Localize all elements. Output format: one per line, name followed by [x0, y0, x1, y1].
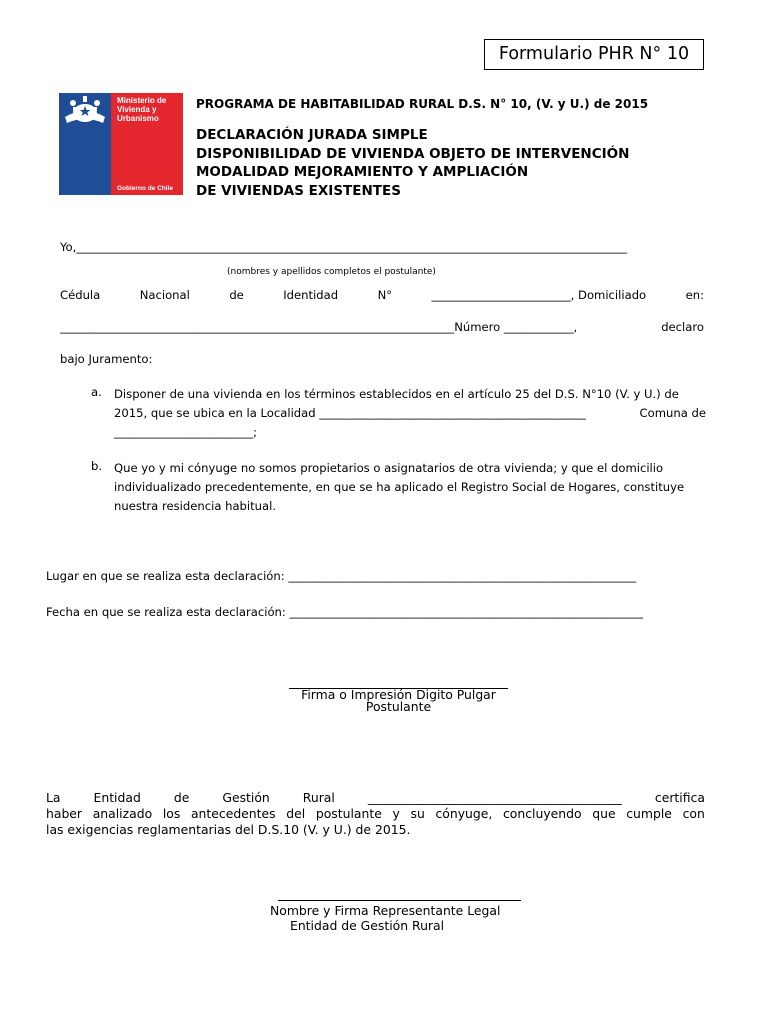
representante-line-2: Entidad de Gestión Rural: [290, 918, 445, 933]
representante-line-1: Nombre y Firma Representante Legal: [270, 903, 501, 918]
title-line-1: DECLARACIÓN JURADA SIMPLE: [196, 127, 428, 143]
logo-line-1: Ministerio de: [117, 96, 167, 105]
cedula-word: Cédula: [60, 288, 101, 302]
firma-line-1: Firma o Impresión Digito Pulgar: [301, 687, 496, 702]
entidad-word: con: [682, 806, 705, 821]
entidad-word: su: [410, 806, 425, 821]
cedula-word: Identidad: [283, 288, 339, 302]
entidad-word: antecedentes: [190, 806, 276, 821]
entidad-word: Gestión: [222, 790, 270, 805]
entidad-word: que: [592, 806, 616, 821]
fecha-field[interactable]: Fecha en que se realiza esta declaración: _____________________________________________________________: [46, 605, 644, 619]
cedula-field[interactable]: ________________________, Domiciliado: [431, 288, 647, 302]
declaro-word: declaro: [661, 320, 704, 334]
item-b-line-1: Que yo y mi cónyuge no somos propietarios o asignatarios de otra vivienda; y que el domicilio: [114, 461, 664, 475]
cedula-word: Nacional: [139, 288, 190, 302]
entidad-word: los: [162, 806, 181, 821]
item-a-marker: a.: [91, 385, 102, 399]
item-a: [114, 385, 706, 442]
entidad-word: cumple: [626, 806, 672, 821]
juramento-text: bajo Juramento:: [60, 352, 153, 366]
program-line: PROGRAMA DE HABITABILIDAD RURAL D.S. N° 10, (V. y U.) de 2015: [196, 97, 649, 111]
comuna-field[interactable]: ________________________;: [114, 425, 258, 439]
yo-line[interactable]: Yo,_______________________________________________________________________________________________: [60, 240, 628, 254]
entidad-word: Entidad: [93, 790, 141, 805]
entidad-word: cónyuge,: [435, 806, 493, 821]
item-a-line-2[interactable]: [114, 404, 706, 423]
cedula-line[interactable]: [60, 288, 704, 302]
firma-line-2: Postulante: [365, 699, 432, 714]
entidad-word: haber: [46, 806, 83, 821]
entidad-word: postulante: [315, 806, 382, 821]
item-b: [114, 459, 706, 516]
firma-block: [289, 689, 508, 713]
entidad-word: concluyendo: [502, 806, 582, 821]
form-number-box: Formulario PHR N° 10: [484, 39, 704, 70]
entidad-paragraph: [46, 790, 705, 838]
entidad-word: del: [286, 806, 306, 821]
item-b-marker: b.: [91, 459, 103, 473]
document-title: [196, 126, 629, 200]
logo-line-3: Urbanismo: [117, 114, 159, 123]
entidad-line-2: [46, 806, 705, 822]
title-line-3: MODALIDAD MEJORAMIENTO Y AMPLIACIÓN: [196, 164, 529, 180]
entidad-line-3: las exigencias reglamentarias del D.S.10 (V. y U.) de 2015.: [46, 822, 411, 837]
entidad-word: analizado: [92, 806, 153, 821]
entidad-word: de: [173, 790, 190, 805]
logo-line-2: Vivienda y: [117, 105, 157, 114]
names-note: (nombres y apellidos completos el postulante): [227, 267, 436, 277]
title-line-4: DE VIVIENDAS EXISTENTES: [196, 182, 401, 199]
entidad-line-1: [46, 790, 705, 806]
item-a-line-1: Disponer de una vivienda en los términos establecidos en el artículo 25 del D.S. N°10 (V. y U.) de: [114, 387, 679, 401]
logo-footer: Gobierno de Chile: [117, 185, 173, 192]
localidad-field[interactable]: 2015, que se ubica en la Localidad ______________________________________________: [114, 406, 586, 420]
domicilio-field[interactable]: ____________________________________________________________________Número ____________,: [60, 320, 578, 334]
cedula-word: N°: [377, 288, 393, 302]
entidad-word: y: [392, 806, 400, 821]
item-b-line-3: nuestra residencia habitual.: [114, 499, 277, 513]
cedula-word: de: [229, 288, 244, 302]
numero-line[interactable]: [60, 320, 704, 334]
title-line-2: DISPONIBILIDAD DE VIVIENDA OBJETO DE INTERVENCIÓN: [196, 145, 630, 162]
entidad-name-field[interactable]: _________________________________________: [367, 790, 622, 805]
ministry-logo: [59, 93, 183, 195]
entidad-word: La: [46, 790, 61, 805]
cedula-word: en:: [685, 288, 704, 302]
entidad-word: certifica: [654, 790, 705, 805]
item-b-line-2: individualizado precedentemente, en que se ha aplicado el Registro Social de Hogares, constituye: [114, 480, 685, 494]
comuna-label: Comuna de: [639, 406, 706, 420]
representante-signature-line[interactable]: [278, 900, 521, 901]
lugar-field[interactable]: Lugar en que se realiza esta declaración: ____________________________________________________________: [46, 569, 637, 583]
entidad-word: Rural: [302, 790, 335, 805]
